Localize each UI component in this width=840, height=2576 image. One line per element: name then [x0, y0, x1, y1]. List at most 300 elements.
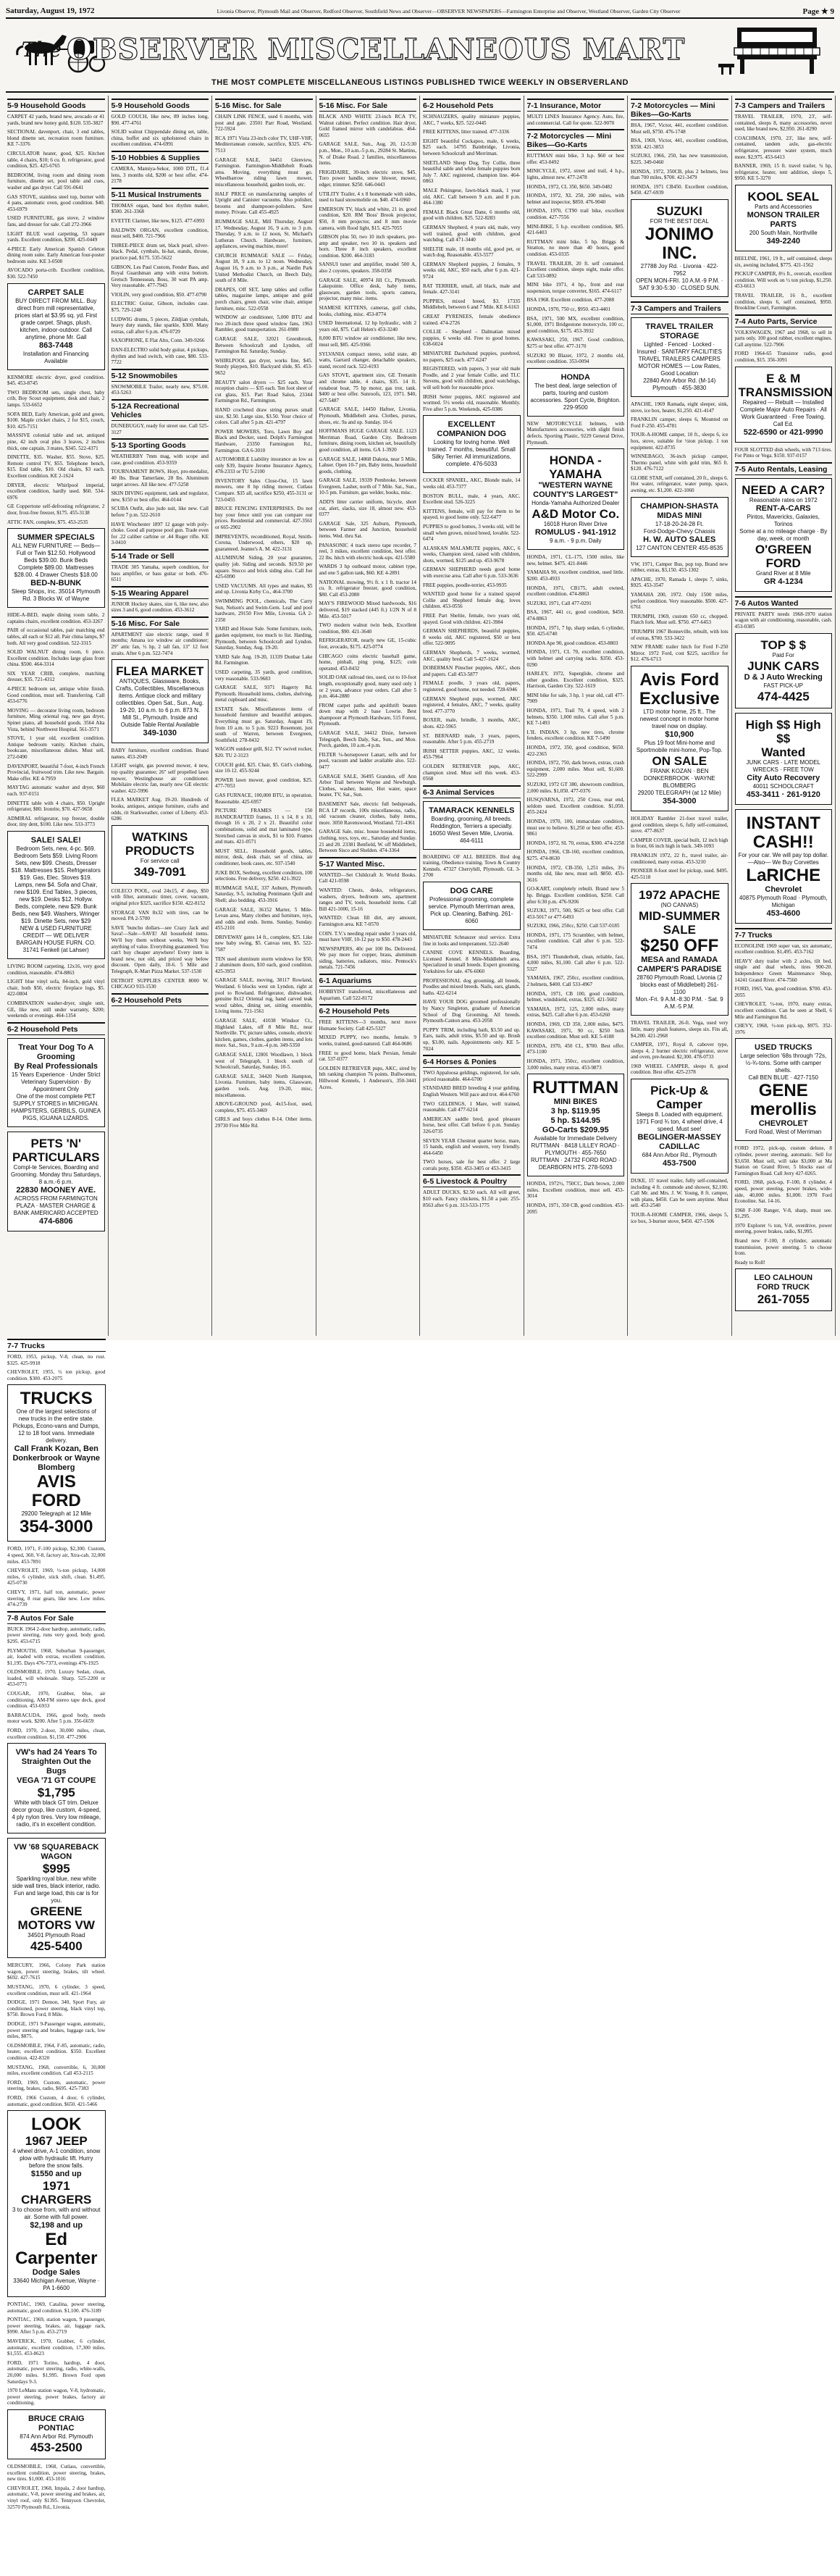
classified-ad: HONDA, 1971 CB450. Excellent condition, $450. 427-6939 [631, 183, 728, 196]
classified-ad: GAS FURNACE, 100,000 BTU, in operation. Reasonable. 425-6957 [215, 793, 313, 805]
display-ad-line: NEW & USED FURNITURE CREDIT — WE DELIVER [20, 924, 92, 939]
classified-ad: WAGON outdoor grill, $12. TV swivel rocker, $20. TU 2-3123 [215, 746, 313, 759]
classified-ad: USED VACUUMS. All types and makes, $5 and up. Livonia Kirby Co., 464-3700 [215, 582, 313, 595]
classified-ad: FLEA MARKET Aug. 19-20. Hundreds of books, antiques, antique furniture, crafts and odds, rit Starkweather, corner of Liberty. 453-6286 [111, 797, 209, 822]
column-1 [4, 96, 109, 1336]
display-ad-line: MINI BIKES [553, 1097, 597, 1107]
classified-ad: HOBBYIST transferred, miscellaneous and Aquarium. Call 522-8172 [319, 989, 416, 1001]
display-ad-line: $250 OFF [640, 936, 719, 956]
display-ad-line: CHAMPION-SHASTA MIDAS MINI [640, 501, 719, 520]
display-ad-line: Exclusive [639, 688, 720, 708]
classified-ad: BSA, 1971, 500 MX, excellent condition, $1,000, 1971 Bridgestone motorcycle, 100 cc, good condition, $175. 453-3932 [526, 315, 624, 334]
classified-ad: GARAGE SALE, 12801 Woodlawn, 1 block west of Telegraph, 1 block south of Schoolcraft, Saturday, Sunday, 10-5. [215, 1051, 313, 1071]
display-ad-line: Looking for loving home. Well trained. 7 months, beautiful. Small Silky Terrier. All immunizations, complete. 476-5033 [427, 439, 516, 468]
classified-ad: APACHE, 1970, Ramada 1, sleeps 7, sinks, $925. 453-3547 [631, 576, 728, 589]
classified-ad: ELECTRIC Guitar, Gibson, includes case. $75. 729-1248 [111, 301, 209, 314]
display-ad-line: 9 a.m. - 9 p.m. Daily [549, 538, 602, 545]
classified-ad: CHEVROLET, 1969, ½-ton pickup, 14,000 miles, 6 cylinder, stick shift, clean. $1,495. 425-0730 [7, 1568, 106, 1586]
category-heading: 5-10 Hobbies & Supplies [112, 151, 209, 164]
classified-ad: PONTIAC, 1969, Catalina, power steering, automatic, good condition. $1,100. 476-3189 [7, 2301, 106, 2314]
display-ad-line: BUY DIRECT FROM MILL. Buy direct from mill representative, prices start at $3.95 sq. yd. First grade carpet. Shags, plush, kitchen, indoor-outdoor. Call anytime, phone Mr. Gail [14, 297, 98, 340]
classified-ad: MINI bike 1971, 4 hp., front and rear suspension, torque converter, $165. 474-6117 [526, 282, 624, 294]
classified-ad: EMERSON TV, black and white, 21 in. good condition, $20. RM 'Boss' Brook projector, $50, 8 mm projector, and 8 mm movie camera, with flood light, $15. 425-7055 [319, 206, 416, 231]
classified-ad: SAVE 'buncho dollars—see Crazy Jack and Sava!—Sale—SAVE! All household items. We'll buy them without weeks, We'll buy anything of value. Everything guaranteed. You can't buy cheaper anywhere! Every item is brand new, not old, and priced way below discount. Open daily, 10-6. 5 Mile and Telegraph, K-Mart Pizza Market. 537-1530 [111, 924, 209, 974]
classified-ad: WINNEBAGO, 36-inch pickup camper, Thermo panel, white with gold trim, $65 ft. $120. 476-7122 [631, 453, 728, 472]
classified-ad: PANASONIC 4 track stereo tape recorder, 7 reel, 3 mikes, excellent condition, best offer. 22 lbs. hitch with electric hook-ups. 421-5580 [319, 542, 416, 561]
display-ad-line: Pintos, Mavericks, Galaxies, Torinos [747, 513, 820, 527]
display-ad-line: AVIS FORD [31, 1472, 81, 1511]
classified-ad: GAS STOVE, apartment size, GE Trenanin and chrome table, 4 chairs, $35. 14 ft. runabout boat, 75 hp motor, gas trot, tank. $400 or best offer. Sunroofs, 123, 1971. $40, 427-5487 [319, 372, 416, 403]
classified-ad: TRAVEL TRAILER, 16 ft., excellent condition, sleeps 6, self contained, $950. Brookline Court, Farmington. [734, 292, 832, 311]
classified-ad: CHEVY, 1968, ½-ton pick-up, $975. 352-1976 [734, 1023, 832, 1035]
classified-ad: GARAGE SALE, 40974 Jill Ct., Plymouth. Lakepointe. Office desk, baby items, glassware, garden tools, sports camera, projector, many misc. items. [319, 277, 416, 302]
classified-ad: OLDSMOBILE, 1968, Cutlass, convertible, excellent condition, power steering, brakes, new tires. $1,000. 453-1016 [7, 2464, 106, 2483]
classified-ad: FREE Part Sheltie, female, two years old, spayed. Good with children. 421-3984 [423, 613, 521, 625]
banner-title [21, 26, 686, 72]
classified-ad: TRIUMPH 1967 Bonneville, rebuilt, with lots of extras, $700. 533-3422 [631, 629, 728, 641]
classified-ad: HAVE YOUR DOG groomed professionally by Nancy Singleton, graduate of American School of Dog Grooming. All breeds. Plymouth-Canton area. 453-2058 [423, 999, 521, 1024]
masthead-line [6, 4, 834, 19]
display-ad-line: HONDA - YAMAHA [549, 453, 602, 482]
classified-ad: SKIN DIVING equipment, tank and regulator, new, $150 or best offer. 464-0144 [111, 490, 209, 503]
display-ad [7, 1132, 105, 1231]
display-ad-line: Reasonable rates on 1972 [749, 496, 818, 503]
classified-ad: CHEVROLET, 1968, Impala, 2 door hardtop, automatic, V-8, power steering and brakes, air, vinyl roof, only $1395. Tennyson Chevrolet, 32570 Plymouth Rd., Livonia. [7, 2485, 106, 2510]
classified-ad: GE Coppertone self-defrosting refrigerator, 2 door, frost-free freezer, $175. 455-3138 [7, 503, 105, 516]
classified-ad: GARAGE SALE, 32021 Greenbrook, Between Schoolcraft and Lyndon, off Farmington Rd. Saturday, Sunday. [215, 336, 313, 355]
display-ad-line: GR 4-1234 [763, 577, 803, 586]
display-ad-line: RUTTMAN · 24732 FORD ROAD · DEARBORN HTS. 278-5093 [530, 1157, 621, 1171]
classified-ad: RUMMAGE SALE, Mill Thursday, August 17. Wednesday, August 16, 9 a.m. to 3 p.m. Thursday, 9 a.m. to 12 noon, St. Michael's Lutheran Church. Hardware, furniture, appliances, sewing machine, more! [215, 218, 313, 250]
classified-ad: SUZUKI, 1972 GT 380, showroom condition, 2,000 miles. $1,050. 477-0376 [526, 782, 624, 794]
classified-ad: DRIVEWAY gates 14 ft., complete, $25. Like new baby swing, $5. Canvas tent, $5. 522-7587 [215, 934, 313, 953]
classified-ad: USED International, 12 hp hydraulic, with 2 years old, $75. Call Helen's 453-3240 [319, 320, 416, 333]
classified-ad: TOUR-A-HOME camper, 10 ft., sleeps 6, ice box, stove, suitable for ½ton pickup. 1 ton equipment. 422-8735 [631, 432, 728, 451]
display-ad-line: Pick-Up & Camper [650, 1084, 709, 1112]
classified-ad: WINDOW air conditioner, 5,000 BTU and two 20-inch three speed window fans, 1963 Rambler, good transportation. 261-0980 [215, 314, 313, 333]
classified-ad: WANTED: Clean fill dirt, any amount, Farmington area. KE 7-0570 [319, 915, 416, 927]
classified-ad: 4-PIECE bedroom set, antique white finish. Good condition, must sell. Transferring. Call 453-6776 [7, 686, 105, 705]
classified-ad: MAYTAG automatic washer and dryer, $60 each. 937-0151 [7, 785, 105, 797]
classified-ad: PUPPY TRIM, including bath, $3.50 and up. Ears, nails, adult trims, $5.50 and up. Brush up, $3.00, nails. Appointments only. KE 5-7024 [423, 1026, 521, 1052]
display-ad-line: JONIMO INC. [644, 224, 714, 263]
column-7 [628, 96, 732, 1336]
display-ad-line: ROMULUS - 941-1912 [534, 528, 616, 538]
classified-ad: COCKER SPANIEL, AKC, Blonde male, 14 weeks old. 453-7377 [423, 477, 521, 490]
classified-ad: YARD Sale Aug. 19-20, 11339 Dunbar Lake Rd. Farmington. [215, 653, 313, 666]
display-ad-line: The best deal, large selection of parts, touring and custom accessories. Sport Cycle, Brighton. 229-9500 [530, 382, 621, 411]
classified-ad: HIDE-A-BED, maple dining room table, 2 captains chairs, excellent condition. 453-3267 [7, 612, 105, 624]
display-ad-line: GENE merollis [749, 1081, 817, 1120]
classified-ad: BSA, 1969, Victor, 441, excellent condition, $550. 421-3853 [631, 138, 728, 150]
classified-ad: ECONOLINE 1969 super van, six automatic, excellent condition. $1,495. 453-7162 [734, 942, 832, 955]
classified-ad: HOFFMANS HUGE GARAGE SALE. 1123 Merriman Road, Garden City. Bedroom furniture, dining room, kitchen set, beautifully good condition, all items. GA 1-3920 [319, 428, 416, 453]
classified-ad: ADMIRAL refrigerator, top freezer, double door, tiny dent, $100. Like new. 533-3773 [7, 815, 105, 828]
classified-ad: HOLIDAY Rambler 21-foot travel trailer, good condition, sleeps 6, fully self-contained, stove. 477-8637 [631, 815, 728, 835]
display-ad [7, 1743, 106, 1833]
classified-ad: GARAGE SALE, 36495 Grandon, off Ann Arbor Trail between Wayne and Newburgh. Clothes, washer, heater, Hot water, space heater, TV, Sat., Sun. [319, 773, 416, 798]
classified-ad: PICTURE FRAMES — 150 HANDCRAFTED frames, 11 x 14, 8 x 10, through 16 x 20, 2 x 21. Beautiful color combinations, solid and mat laminated type. Stretched canvas in stock, $1 to $10. Frames and mats. 421-0571 [215, 808, 313, 845]
display-ad-line: (NO CANVAS) [660, 902, 699, 909]
display-ad-line: Installation and Financing Available [22, 350, 89, 364]
display-ad [7, 528, 105, 608]
classified-ad: MUSTANG, 1970, 6 cylinder, 3 speed, excellent condition, must sell. 421-1964 [7, 1984, 106, 1996]
classified-ad: BOXER, male, brindle, 3 months, AKC, shots. 422-5965 [423, 717, 521, 729]
display-ad-line: LEO CALHOUN [754, 1274, 813, 1283]
display-ad-line: Professional grooming, complete service. Plymouth Merriman area, Pick up. Cleaning, Bathing. 261-6060 [428, 896, 516, 925]
display-ad-line: PETS 'N' PARTICULARS [12, 1136, 100, 1164]
display-ad-line: CARPET SALE [28, 288, 85, 297]
classified-ad: 4-PIECE Early American Spanish Celeton dining room suite. Early American four-poster bedroom suite. KE 3-0500 [7, 246, 105, 264]
classified-ad: GERMAN SHEPHERD needs good home with exercise area. Call after 6 p.m. 533-3636 [423, 566, 521, 580]
classified-ad: FRIGIDAIRE, 30-inch electric stove, $45. Toro power handle, snow blower, mower, edger, trimmer. $250. 646-0443 [319, 169, 416, 188]
display-ad-line: SUMMER SPECIALS [17, 533, 95, 543]
display-ad-line: 16018 Huron River Drive [543, 521, 608, 528]
classified-ad: HONDA, 1972, CL 350, $650. 349-0482 [526, 183, 613, 190]
classified-ad: AVOCADO porta-crib. Excellent condition, $30. 522-7450 [7, 267, 105, 280]
classified-ad: THOMAS organ, band box rhythm maker, $500. 261-3368 [111, 202, 209, 215]
classified-ad: DUNEBUGGY, ready for street use. Call 525-3127 [111, 423, 209, 435]
display-ad-line: TRAVEL TRAILERS CAMPERS MOTOR HOMES — Low Rates, Good Location [638, 355, 721, 377]
classified-ad: ST. BERNARD male, 3 years, papers, reasonable. After 5 p.m. 455-2719 [423, 732, 521, 745]
display-ad-line: VW '68 SQUAREBACK WAGON [13, 1843, 99, 1862]
classified-ad: CHURCH RUMMAGE SALE — Friday, August 18, 9 a.m. to 12 noon. Wednesday, August 16, 9 a.m. to 3 p.m., at Nardin Park United Methodist Church, on Beech Daly, south of 8 Mile. [215, 252, 313, 284]
display-ad-line: LOOK [31, 2115, 82, 2135]
classified-ad: COUCH gold, $25. Chair, $5. Girl's clothing, size 10-12. 455-9244 [215, 761, 313, 774]
display-ad-line: $10,900 [665, 729, 694, 739]
classified-ad: GARAGE SALE, 9371 Hagerty Rd. Plymouth. Household items, clothes, shelving, metal cupboard and misc. [215, 685, 313, 703]
classified-ad: MINICYCLE, 1972, street and trail, 4 h.p., lights, almost new. 477-2478 [526, 168, 624, 180]
classified-ad: HONDA, 1972, 350CB, plus 2 helmets, less than 700 miles, $700. 421-3479 [631, 168, 728, 181]
category-heading: 7-4 Auto Parts, Service [735, 314, 833, 327]
display-ad-line: 22840 Ann Arbor Rd. (M-14) Plymouth · 455-3830 [643, 377, 716, 391]
display-ad-line: Wanted [761, 745, 806, 759]
classified-ad: SHETLAND Sheep Dog, Toy Collie, three beautiful sable and white female puppies born July 7. AKC registered, champion line. 464-0863 [423, 159, 521, 185]
classified-ad: WANTED good home for a trained spayed Collie and Shepherd female dog, loves children. 453-0556 [423, 591, 521, 610]
display-ad [527, 368, 625, 417]
classified-ad: STORAGE VAN 8x32 with tires, can be moved. PA 2-5700 [111, 909, 209, 922]
classified-ad: 1970 Explorer ½ ton, V-8, overdrive, power steering, power brakes, radio, $1,995. [734, 1222, 832, 1235]
classified-ad: TWO BEDROOM sets, single chest, baby crib, Boy Scout equipment, desk and chair, 2 lamps. 533-6652 [7, 389, 105, 409]
classified-ad: PONTIAC, 1969, station wagon, 9 passenger, power steering, brakes, air, luggage rack, $990. After 5 p.m. 453-2719 [7, 2317, 106, 2335]
classified-ad: SUZUKI, 1966, 250cc, $250. Call 537-0185 [526, 923, 620, 929]
display-ad-line: FLEA MARKET [116, 664, 204, 679]
display-ad-line: O'GREEN FORD [755, 542, 812, 570]
classified-ad: OLDSMOBILE, 1970, Luxury Sedan, clean, loaded, will wholesale. Sharp. 525-2200 or 453-0771 [7, 1669, 106, 1688]
classified-ad: 1968 F-100 Ranger, V-8, sharp, must see. $1,295. [734, 1207, 832, 1220]
display-ad-line: 17-18-20-24-28 Ft. [655, 520, 704, 527]
classified-ad: COUGAR, 1970, Grabber, blue, air conditioning, AM-FM stereo tape deck, good condition. 453-6933 [7, 1691, 106, 1710]
display-ad-line: TOP $ $ [760, 637, 807, 652]
display-ad-line: Call Frank Kozan, Ben Donkerbrook or Wayne Blomberg [12, 1444, 101, 1473]
display-ad-line: 349-1030 [143, 729, 177, 738]
display-ad-line: 27788 Joy Rd. · Livonia · 422-7952 [640, 262, 718, 277]
display-ad-line: JUNK CARS · LATE MODEL WRECKS · FREE TOW [746, 758, 821, 773]
display-ad [112, 659, 209, 743]
classified-ad: MINIATURE Dachshund puppies, purebred, no papers, $25 each. 477-6247 [423, 351, 521, 363]
classified-ad: IRISH Setter puppies, AKC registered and wormed. 5½ weeks old, reasonable. Monthly. Five after 5 p.m. Weekends, 425-0386 [423, 393, 521, 412]
classified-ad: HONDA, 1972, 350, good condition, $650. 422-2365 [526, 745, 624, 757]
display-ad [631, 317, 728, 397]
display-ad [7, 831, 105, 959]
display-ad [735, 1038, 833, 1141]
classified-ad: TRIUMPH, 1969, custom 650 cc, chopped. Flatch fork. Must sell. $750. 477-6453 [631, 613, 728, 626]
display-ad-line: VEGA '71 GT COUPE [17, 1776, 96, 1786]
classified-ad: CHICAGO coins electric baseball game, home, pinball, ping pong, $125; coin operated. 453-8432 [319, 653, 416, 672]
display-ad-line: TAMARACK KENNELS [429, 806, 515, 815]
display-ad-line: Available for Immediate Delivery [534, 1135, 618, 1142]
classified-ad: 1969 WHEEL CAMPER, sleeps 8, good condition. Best offer. 425-2378 [631, 1063, 728, 1076]
classified-ad: BSA, 1971 Thunderbolt, clean, reliable, fast, 4,000 miles, $1,100. Call after 6 p.m. 522-5327 [526, 953, 624, 972]
classified-ad: CAMERA, Mamiya-Sekor, 1000 DTL, f1.4 lens, 3 months old, $200 or best offer. 474-2178 [111, 165, 209, 185]
classified-ad: HONDA, 1971, CB175, adult owned, excellent condition. 474-8863 [526, 585, 624, 598]
display-ad-line: USED TRUCKS [755, 1043, 812, 1053]
classified-ad: FEMALE Black Great Dane, 6 months old, good with children. $25. 522-8283 [423, 209, 521, 222]
classified-ad: L'IL INDIAN, 3 hp, new tires, chrome fenders, excellent condition. KE 7-1490 [526, 729, 624, 742]
classified-ad: GARAGE SALE, 41038 Windsor Ct., Highland Lakes, off 8 Mile Rd., near Northville. TV, picture tables, console, electric kitchen, games, clothes, garden items, and lots more. Sat., Sun., 9 a.m.-4 p.m. 349-5350 [215, 1018, 313, 1049]
display-ad-line: LTD motor home, 25 ft.. The newest concept in motor home travel now on display. [639, 708, 719, 729]
section-banner [6, 22, 834, 93]
classified-ad: NEW MOTORCYCLE helmets, with Manufacturers accessories, with slight finish defects. Sporting Plastic, 9229 General Drive, Plymouth. [526, 420, 624, 446]
category-heading: 5-14 Trade or Sell [112, 549, 209, 562]
display-ad-line: 33640 Michigan Avenue, Wayne · PA 1-6600 [13, 2278, 100, 2292]
classified-ad: EIGHT beautiful Cockapoo, male, 6 weeks, $25 each. 14795 Bainbridge, Livonia, between Schoolcraft and Merriman. [423, 138, 521, 156]
classified-ad: HAND crocheted draw string purses small size, $2.50. Large size, $3.50. Your choice of colors. Call after 5 p.m. 421-4797 [215, 406, 313, 426]
classified-ad: COACHMAN, 1970, 23', like new, self-contained, tandem axle, gas-electric refrigerator, pressure water system, much more. $2,975. 453-6413 [734, 135, 832, 160]
classified-ad: POWER lawn mower, good condition, $25. 477-7053 [215, 777, 313, 790]
classified-ad: WANTED—Set Childcraft Jr. World Books. Call 421-0598 [319, 871, 416, 885]
display-ad-line: 684 Ann Arbor Rd., Plymouth [642, 1152, 717, 1159]
banner-subtitle: THE MOST COMPLETE MISCELLANEOUS LISTINGS PUBLISHED TWICE WEEKLY IN OBSERVERLAND [211, 78, 629, 87]
classified-ad: GARAGE SALE, 34412 Dixie, between Telegraph, Beech Daly, Sat., Sun., and Mon. Porch, garden, 10 a.m.-4 p.m. [319, 730, 416, 749]
classified-ad: GIBSON, Les Paul Custom, Fender Bass, and Royal Guardsman amp with extra bottom. Gretsch Tennessean, Boss, 30 watt PA amp. Very reasonable. 477-7943 [111, 264, 209, 289]
classified-ad: PAIR of occasional tables, pair matching end tables, all each or $12 all. Pair china lamps, $7 both. All very good condition. 522-3315 [7, 627, 105, 646]
classified-ad: JUNIOR Hockey skates, size 6, like new, also sizes 3 and 6, good condition. 453-3612 [111, 601, 209, 614]
classified-ad: SANSUI tuner and amplifier, model 500 A, also 2 coyotes, speakers. 358-0358 [319, 262, 416, 275]
column-3 [212, 96, 316, 1336]
display-ad-line: MESA and RAMADA CAMPER'S PARADISE [637, 955, 722, 974]
display-ad-line: 874 Ann Arbor Rd. Plymouth [20, 2433, 93, 2440]
classified-ad: POWER MOWERS, Toro, Lawn Boy and Black and Decker, used. Dolph's Farmington Hardware, 23350 Farmington Rd., Farmington. GA 6-3010 [215, 428, 313, 453]
classified-ad: BUICK 1964 2-door hardtop, automatic, radio, power steering, runs very good, body good. $295. 453-6715 [7, 1626, 106, 1644]
classified-ad: APARTMENT size electric range, used 8 months; Amana ice window air conditioner; 29" attic fan, ½ hp, 2 tall fan, 13" 12 foot straits. After 6 p.m. 522-7474 [111, 631, 209, 656]
display-ad-line: Ed Carpenter [15, 2230, 98, 2269]
display-ad-line: Avis Ford [639, 669, 720, 690]
classified-ad: LIGHT BLUE wool carpeting, 53 square yards. Excellent condition, $200. 425-0449 [7, 230, 105, 243]
display-ad-line: BARGAIN HOUSE FURN. CO. 31741 Fenkell (at Lahser) [16, 939, 96, 953]
classified-ad: LIGHT weight, gas powered mower, 4 new, top quality guarantee; 26" self propelled lawn mower, Westinghouse air conditioner. Mobilaire electric fan, nearly new GE electric washer. 422-5996 [111, 763, 209, 794]
display-ad-line: MONSON TRAILER PARTS [747, 210, 820, 229]
classified-ad: MERCURY, 1966, Colony Park station wagon, power steering, brakes, tilt wheel. $692. 427-7615 [7, 1962, 106, 1981]
category-heading: 5-16 Misc. for Sale [215, 99, 313, 112]
classified-ad: TWO GELDINGS, 1 Mare, well trained, reasonable. Call 477-6214 [423, 1100, 521, 1113]
display-ad [527, 448, 625, 550]
display-ad [735, 809, 833, 924]
classified-ad: SEVEN YEAR Chestnut quarter horse, mare, 15 hands, english and western, very friendly. 464-6450 [423, 1137, 521, 1156]
classified-ad: SHELTIE male, 18 months old, good pet, or watch dog. Reasonable. 453-5577 [423, 246, 521, 259]
classified-ad: RCA 1971 Vista 23-inch color TV, UHF-VHF, Mediterranean console, sacrifice, $325. 476-7513 [215, 135, 313, 154]
display-ad-line: By Real Professionals [14, 1061, 98, 1071]
display-ad-line: City Auto Recovery [747, 773, 820, 782]
category-heading: 5-16 Misc. For Sale [112, 616, 209, 630]
category-heading: 6-2 Household Pets [112, 993, 209, 1006]
display-ad [631, 1079, 728, 1174]
classified-ad: MUSTANG, 1968, convertible, 6, 30,000 miles, excellent condition. Call 453-2115 [7, 2064, 106, 2077]
classified-ad: Brand new F-100, 8 cylinder, automatic transmission, power steering. 5 to choose from. [734, 1238, 832, 1257]
display-ad [631, 497, 728, 557]
classified-ad: STANDARD BRED breeding 4 year gelding. English Western. Will pace and trot. 464-6760 [423, 1085, 521, 1097]
classified-ad: HONDA, 1972, SL 70, extras, $300. 474-2258 [526, 840, 624, 846]
classified-ad: OLDSMOBILE, 1964, F-85, automatic, radio, heater, excellent condition. $350. Excellent condition. 422-8320 [7, 2042, 106, 2061]
classified-ad: YAMAHA, 1972, 125, 2,000 miles, many extras, $425. Call after 6 p.m. 453-6260 [526, 1005, 624, 1019]
classified-ad: HONDA, 1970, 750 cc, $950. 453-4401 [526, 306, 611, 313]
category-heading: 7-2 Motorcycles — Mini Bikes—Go-Karts [631, 99, 728, 120]
classified-ad: FRANKLIN camper, sleeps 6, Mounted on Ford F-250. 455-4781 [631, 417, 728, 429]
display-ad [527, 1074, 625, 1176]
display-ad-line: 1972 APACHE [639, 888, 721, 903]
display-ad [7, 1838, 106, 1958]
classified-ad: FREE puppies, poodle-terrier, 453-9935 [423, 582, 507, 588]
classified-ad: DODGE, 1971 Demon, 340, Sport Fury, air conditioned, power steering, black vinyl top, $750. Brown Ford, 8 Mile. [7, 1999, 106, 2018]
display-ad-line: 474-4425 [757, 689, 810, 703]
classified-ad: HONDA, 1971, 350cc, excellent condition, 3,000 miles, many extras. 453-9873 [526, 1058, 624, 1071]
display-ad-line: White with black GT trim. Deluxe decor group, like custom, 4-speed, 4 ply nylon tires. Very low mileage, radio, it's in excellent condition. [12, 1799, 101, 1828]
display-ad [7, 1384, 106, 1542]
page-number: Page ★ 9 [802, 7, 834, 16]
display-ad-line: 40011 SCHOOLCRAFT [752, 782, 814, 790]
category-heading: 7-2 Motorcycles — Mini Bikes—Go-Karts [527, 129, 625, 151]
classified-ad: FEMALE poodle, 3 years old, papers, registered, good home, not needed. 728-6946 [423, 680, 521, 693]
classified-ad: MINI-BIKE, 5 h.p. excellent condition, $85. 421-6403 [526, 223, 624, 236]
classified-ad: PICKUP CAMPER, 8½ ft., overcab, excellent condition. Will work on ½ ton pickup, $1,250. 453-6613 [734, 271, 832, 290]
classified-ad: BEAUTY salon dryers — $25 each. Your reception chairs — $35 each. Ten foot sheet of cut glass, $15. Part Road Salon, 23344 Farmington Rd., Farmington. [215, 379, 313, 404]
display-ad-line: INSTANT CASH!! [746, 813, 820, 852]
classified-ad: DUKE, 15' travel trailer, fully self-contained, including 4 ft. commode and shower, $2,100. Call Mr. and Mrs. J. W. Young, 8 ft. camper, with plans, $450. Can be seen anytime. Must sell. 453-2540 [631, 1178, 728, 1209]
classified-ad: HONDA, 1970, 450 CL, $700. Best offer. 473-1100 [526, 1042, 624, 1055]
classified-ad: SAXOPHONE, E Flat Alto, Conn. 349-9266 [111, 338, 205, 344]
display-ad [631, 883, 728, 1016]
display-ad-line: BRUCE CRAIG PONTIAC [28, 2414, 85, 2433]
display-ad-line: SUZUKI [656, 204, 702, 218]
classified-ad: JUKE BOX, Seeburg, excellent condition, 100 selections. Free delivery, $250. 421-3922 [215, 869, 313, 882]
display-ad-line: "WESTERN WAYNE COUNTY'S LARGEST" [533, 481, 618, 500]
banner-the: The [21, 37, 63, 62]
category-heading: 6-2 Household Pets [319, 1004, 417, 1017]
display-ad-line: Honda-Yamaha Authorized Dealer [532, 500, 620, 507]
classified-ad: HUSQVARNA, 1972, 250 Cross, rear end, seldom used. Excellent condition. $1,050. 455-2424 [526, 797, 624, 816]
display-ad-line: EXCELLENT COMPANION DOG [437, 420, 507, 439]
display-ad-line: 1971 CHARGERS [21, 2179, 92, 2207]
display-ad-line: OPEN MON-FRI. 10 A.M.-9 P.M. · SAT 9:30-5:30 · CLOSED SUN. [636, 277, 723, 291]
classified-ad: HONDA, 1972, XL 250, 200 miles, with helmet and inspector, $850. 476-9040 [526, 193, 624, 205]
classified-ad: UTILITY Trailer, 4 x 8 homemade with sides, used to haul snowmobile on. $40. 474-6960 [319, 191, 416, 204]
display-ad-line: $1550 and up [30, 2170, 82, 2179]
classified-ad: TOURNAMENT BOWS, Hoyt, pro-medalist, 40 lbs. Bear Tamerlane, 28 lbs. Aluminum target arrows. All like new. 477-5258 [111, 469, 209, 488]
classified-ad: HONDA, 1971, CL-175, 1500 miles, like new, helmet. $475. 421-8446 [526, 554, 624, 566]
classified-ad: MINI bike for sale, 3 hp, 1 year old, call 477-7909 [526, 692, 624, 705]
classified-ad: HONDA, 1966, CB-160, excellent condition, $275. 474-8630 [526, 849, 624, 861]
classified-ad: ATTIC FAN, complete, $75. 453-2535 [7, 519, 88, 525]
display-ad-line: Sparkling royal blue, new white side wall tires, black interior, radio. Fun and large load, this car is for you. [12, 1875, 101, 1904]
display-ad-line: Lighted · Fenced · Locked · Insured · SANITARY FACILITIES [637, 340, 722, 355]
display-ad-line: 22830 MOONEY AVE. [16, 1185, 96, 1195]
display-ad-line: Parts and Accessories [755, 203, 812, 210]
classified-ad: GREAT PYRENEES, female obedience trained. 474-2726 [423, 314, 521, 326]
classified-ad: SOLID walnut Chippendale dining set, table, china, buffet and six upholstered chairs in excellent condition. 474-6991 [111, 129, 209, 148]
display-ad [423, 801, 521, 850]
classified-ad: DRYER, electric Whirlpool imperial, excellent condition, hardly used. $60. 534-6976 [7, 482, 105, 501]
classified-ad: FREE to good home, black Persian, female cat. 537-0377 [319, 1050, 416, 1063]
classified-ad: DAVENPORT, beautiful 7-foot, 4-inch French Provincial, fruitwood trim. Like new. Bargain. Make offer. KE 4-7959 [7, 763, 105, 782]
classified-ad: WHIRLPOOL gas dryer, works fine, $45. Sturdy playpen, $10. Backyard slide, $5. 453-9652 [215, 357, 313, 376]
classified-ad: SOLID WALNUT dining room, 6 piece. Excellent condition. Includes large glass front china. $500. 464-3314 [7, 649, 105, 668]
display-ad-line: WATKINS PRODUCTS [125, 829, 195, 858]
classified-ad: FOUR SLOTTED dish wheels, with 713 tires. For Pinto or Vega. $150. 937-0157 [734, 446, 832, 459]
classified-ad: NEWSPAPERS, 40c per 100 lbs. Delivered. We pay more for copper, brass, aluminum siding, batteries, radiators, misc. Pennock's metals. 721-7456 [319, 945, 416, 971]
classified-ad: GARAGE SALE, 14450 Hafner, Livonia, Plymouth, Middlebelt area. Clothes, purses, shoes, etc. 9a and up. Sunday. 10-6 [319, 406, 416, 425]
classified-ad: TRAVEL TRAILER, 20 ft. self contained. Excellent condition, sleeps eight, make offer. Call 533-0892 [526, 260, 624, 279]
classified-ad: ESTATE Sale. Miscellaneous items of household furniture and beautiful antiques. Everything must go. Saturday, August 19, from 10 a.m. to 5 p.m. 9223 Rosemont, just south of Warren, between Evergreen, Southfield. 278-0432 [215, 706, 313, 743]
classified-ad: LUDWIG drums, 5 pieces, Zildjian cymbals, heavy duty stands, like sparkle, $300. Many extras, call after 6 p.m. 476-0729 [111, 316, 209, 335]
category-heading: 7-1 Insurance, Motor [527, 99, 625, 112]
classified-ad: BALDWIN ORGAN, excellent condition, must sell, $400. 721-7966 [111, 227, 209, 240]
display-ad [735, 713, 833, 805]
classified-ad: GERMAN Shepherds, 7 weeks, wormed, AKC, quality bred. Call 5-427-1624 [423, 650, 521, 662]
classified-ad: MULTI LINES Insurance Agency. Auto, fire, and commercial. Call for quote. 522-9070 [526, 114, 624, 126]
classified-ad: GARAGE SALE, Sun., Aug. 20, 12-5:30 p.m., Mon., 10 a.m.-5 p.m., 29284 St. Martins, N. of Drake Road. 2 families, miscellaneous items. [319, 141, 416, 167]
display-ad [735, 367, 833, 443]
display-ad-line: TRAVEL TRAILER STORAGE [645, 322, 714, 340]
classified-ad: HONDA, 1971, 175 Scrambler, with helmet, excellent condition. Call after 6 p.m. 522-7474 [526, 932, 624, 951]
classified-ad: GOLDEN RETRIEVER pups, AKC, champion sired. Must sell this week. 453-0568 [423, 763, 521, 782]
classified-ad: ABOVE-GROUND pool, 4x15-foot, used, complete, $75. 455-3469 [215, 1101, 313, 1113]
display-ad-line: H. W. AUTO SALES [643, 535, 716, 544]
display-ad-line: 5 hp. $144.95 [550, 1116, 600, 1126]
classified-ad: BSA, 1967, Victor, 441, excellent condition. Must sell, $750. 476-1748 [631, 122, 728, 135]
classified-ad: BARRACUDA, 1966, good body, needs motor work. $200. After 5 p.m. 356-6659 [7, 1712, 106, 1725]
display-ad-line: TRUCKS [20, 1389, 93, 1409]
classified-ad: GARAGE SALE, 14868 Dakota, near 5 Mile, Lahser. Open 10-7 pm, Baby items, household goods, clothing. [319, 456, 416, 474]
category-heading: 6-2 Household Pets [423, 99, 521, 112]
classified-ad: MIXED PUPPY, two months, female. 9 weeks, trained, good-natured. Call 464-0686 [319, 1034, 416, 1047]
display-ad-line: Large selection '68s through '72s, ½-¾-tons. Some with camper shells. [740, 1053, 827, 1074]
display-ad-line: 15 Years Experience · Under Strict Veterinary Supervision · By Appointment Only [11, 1071, 101, 1092]
classified-ad: EVETTE Clarinet, like new, $125. 477-6993 [111, 217, 205, 224]
classified-ad: GOLD COUCH, like new, 89 inches long, $90. 477-4761 [111, 114, 209, 126]
category-heading: 7-5 Auto Rentals, Leasing [735, 462, 833, 475]
classified-ad: HALF PRICE on manufacturing samples of Upright and Canister vacuums. Also polisher, brooms and shampooer-polishers. Save money. Private. Call 455-4925 [215, 191, 313, 216]
classified-ad: ADD'S litter carrier uniform, bicycle, short cut, alert, slacks, size 18, almost new. 453-0377 [319, 499, 416, 518]
display-ad [7, 1038, 105, 1127]
classified-ad: BEELINE, 1961, 19 ft., self contained, sleeps six, awning included, $775. 421-1562 [734, 255, 832, 268]
classified-ad: GARAGE SALE, moving, 38117 Rowland, Westland. 6 blocks west on Lyndon, right at pool to Rowland. Refrigerator, dishwasher, genuine 8x12 Oriental rug, hand carved teak wood tables, dining set, sitting ensemble, Living items. 721-1561 [215, 977, 313, 1015]
display-ad-line: RUTTMAN [532, 1078, 619, 1098]
category-heading: 6-5 Livestock & Poultry [423, 1174, 521, 1187]
classified-ad: PLYMOUTH, 1968, Suburban 9-passenger, air, loaded with extras, excellent condition. $1,195. Days 476-7373, evenings 476-1925 [7, 1647, 106, 1666]
classified-ad: TOUR-A-HOME CAMPER, 1966, sleeps 5, ice box, 3-burner stove, $450. 427-1506 [631, 1212, 728, 1224]
classified-ad: CANINE COVE KENNELS. Boarding, Licensed Kennel. 8 Mile-Middlebelt area. Specialized in small breeds. Expert grooming. Yorkshires for sale. 476-6060 [423, 950, 521, 975]
display-ad-line: 261-7055 [757, 1292, 810, 1307]
classified-ad: FORD 1972, pick-up, custom deluxe, 8 cylinder, power steering, automatic. Sell for $3,650. Must sell, will take $3,000 at Ma Station on Grand River, 5 blocks east of Farmington Road. Call Jerry 427-0265. [734, 1145, 832, 1176]
classified-ad: MASSIVE colonial table and set, antiqued pine, 42 inch oval plus 3 leaves, 2 inches thick, one captain, 3 mates, $345. 522-4371 [7, 432, 105, 451]
display-ad-line: 863-7448 [39, 340, 73, 350]
column-2 [109, 96, 213, 1336]
classified-ad: COLLIE - Shepherd - Dalmatian mixed puppies, 6 weeks old. Free to good homes. 638-6024 [423, 329, 521, 348]
classified-ad: GIRLS and boys clothes 8-14. Other items. 29730 Five Mile Rd. [215, 1116, 313, 1129]
classified-ad: SUZUKI, 1971, 500, $625 or best offer. Call 453-5017 or 477-6493 [526, 908, 624, 920]
display-ad-line: For your car. We will pay top dollar. [738, 851, 828, 858]
classified-ad: SWIMMING POOL, chemicals, The Carry Sun, Nelson's and Swim-Gem. Leaf and pool hardware, 29150 Five Mile, Livonia. GA 2-2350 [215, 598, 313, 623]
